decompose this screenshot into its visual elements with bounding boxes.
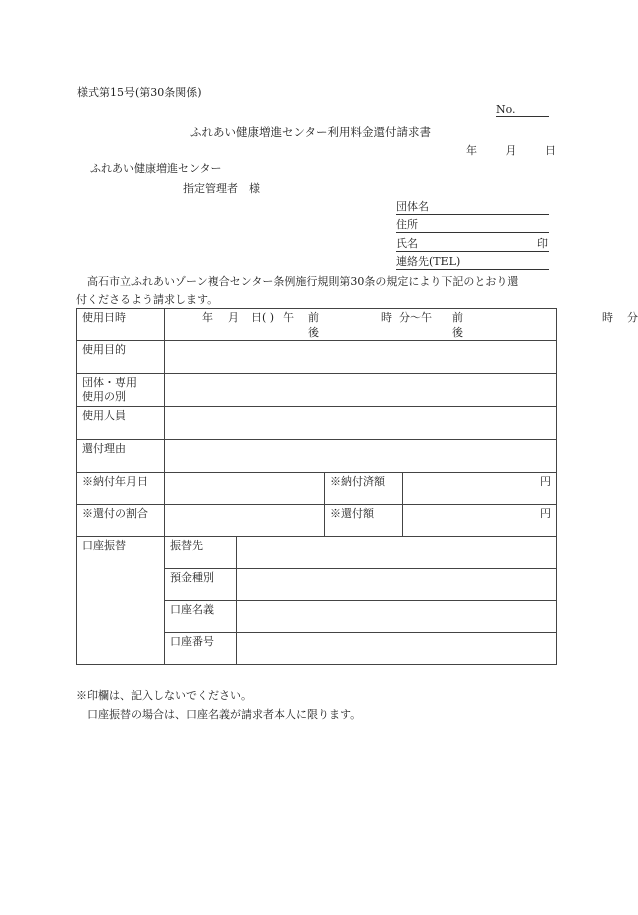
dt-minute-2: 分 [627, 311, 638, 324]
dt-hour-1: 時 [381, 311, 392, 324]
row-refund-reason [77, 440, 557, 473]
group-type-label-line1: 団体・専用 [82, 376, 137, 389]
row-usage-datetime [77, 309, 557, 341]
group-type-label-line2: 使用の別 [82, 390, 126, 403]
date-month-label: 月 [505, 144, 517, 157]
dt-pm-2: 後 [452, 326, 463, 339]
group-name-field[interactable] [396, 198, 549, 215]
bank-name-label: 振替先 [165, 537, 237, 569]
note-2: 口座振替の場合は、口座名義が請求者本人に限ります。 [76, 708, 362, 721]
request-text-line1: 高石市立ふれあいゾーン複合センター条例施行規則第30条の規定により下記のとおり還 [76, 275, 519, 288]
bank-transfer-label: 口座振替 [77, 537, 165, 665]
dt-month: 月 [228, 311, 239, 324]
dt-hour-2: 時 [602, 311, 613, 324]
request-text-line2: 付くださるよう請求します。 [76, 293, 219, 306]
paid-date-label: ※納付年月日 [77, 473, 165, 505]
account-number-field[interactable] [237, 633, 557, 665]
address-field[interactable] [396, 216, 549, 233]
group-type-field[interactable] [165, 374, 557, 407]
paid-date-field[interactable] [165, 473, 325, 505]
bank-name-field[interactable] [237, 537, 557, 569]
document-title: ふれあい健康増進センター利用料金還付請求書 [190, 125, 432, 139]
address-label: 住所 [396, 218, 418, 231]
dt-afternoon-prefix-1: 午 [283, 311, 294, 324]
yen-unit-1: 円 [540, 475, 551, 488]
dt-year: 年 [202, 311, 213, 324]
deposit-type-label: 預金種別 [165, 569, 237, 601]
refund-amount-field[interactable] [403, 505, 557, 537]
row-purpose [77, 341, 557, 374]
account-holder-label: 口座名義 [165, 601, 237, 633]
date-line [466, 142, 556, 158]
group-type-label [77, 374, 165, 407]
account-holder-field[interactable] [237, 601, 557, 633]
serial-number-label: No. [496, 103, 516, 116]
purpose-field[interactable] [165, 341, 557, 374]
paid-amount-label: ※納付済額 [325, 473, 403, 505]
refund-rate-label: ※還付の割合 [77, 505, 165, 537]
paid-amount-field[interactable] [403, 473, 557, 505]
row-group-type [77, 374, 557, 407]
deposit-type-field[interactable] [237, 569, 557, 601]
addressee-line1: ふれあい健康増進センター [90, 162, 222, 175]
row-bank-name [77, 537, 557, 569]
contact-label: 連絡先(TEL) [396, 255, 461, 268]
dt-minute-to: 分～午 [399, 311, 432, 324]
refund-amount-label: ※還付額 [325, 505, 403, 537]
usage-datetime-label: 使用日時 [77, 309, 165, 341]
row-refund [77, 505, 557, 537]
row-people [77, 407, 557, 440]
row-payment [77, 473, 557, 505]
people-field[interactable] [165, 407, 557, 440]
yen-unit-2: 円 [540, 507, 551, 520]
usage-datetime-field[interactable] [165, 309, 638, 341]
account-number-label: 口座番号 [165, 633, 237, 665]
date-day-label: 日 [545, 144, 556, 157]
purpose-label: 使用目的 [77, 341, 165, 374]
addressee-line2: 指定管理者 様 [183, 182, 260, 195]
dt-am-2: 前 [452, 311, 463, 324]
refund-rate-field[interactable] [165, 505, 325, 537]
note-1: ※印欄は、記入しないでください。 [76, 689, 252, 702]
refund-form-table [76, 308, 638, 665]
refund-reason-field[interactable] [165, 440, 557, 473]
date-year-label: 年 [466, 144, 477, 157]
dt-pm-1: 後 [308, 326, 319, 339]
serial-number-field[interactable] [496, 103, 549, 117]
name-label: 氏名 [396, 237, 418, 250]
dt-day-paren: 日( ) [251, 311, 275, 324]
seal-mark: 印 [537, 237, 548, 250]
dt-am-1: 前 [308, 311, 319, 324]
contact-field[interactable] [396, 253, 549, 270]
name-field[interactable] [396, 235, 549, 252]
refund-reason-label: 還付理由 [77, 440, 165, 473]
group-name-label: 団体名 [396, 200, 429, 213]
people-label: 使用人員 [77, 407, 165, 440]
form-number: 様式第15号(第30条関係) [77, 86, 202, 99]
